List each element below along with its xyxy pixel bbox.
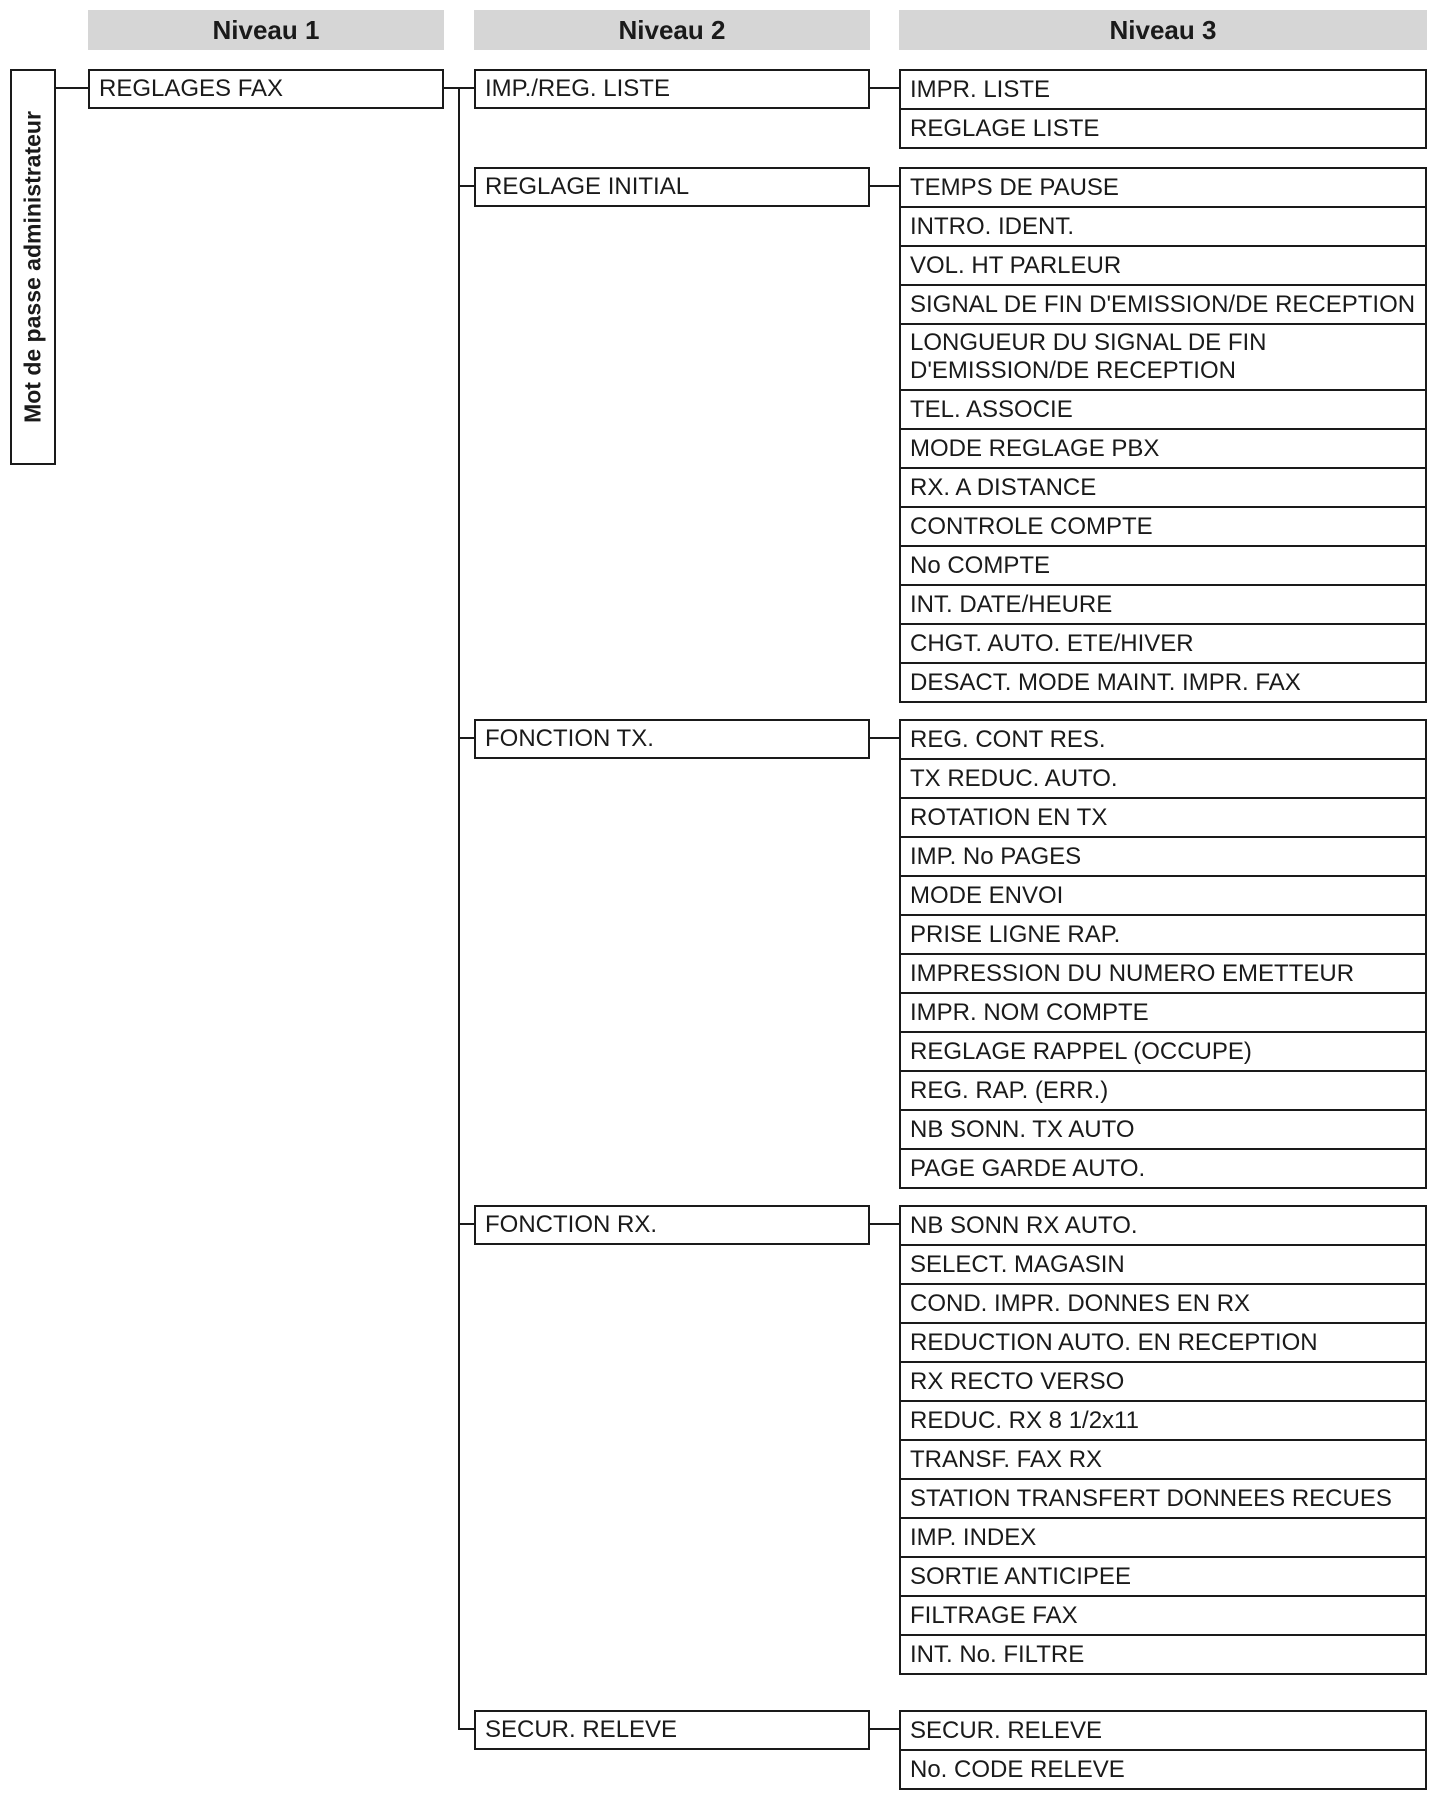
level3-group-secur-releve xyxy=(899,1710,1427,1790)
level3-item-rx-recto-verso[interactable]: RX RECTO VERSO xyxy=(901,1361,1425,1400)
level3-item-transf-fax-rx[interactable]: TRANSF. FAX RX xyxy=(901,1439,1425,1478)
level3-item-reduc-rx-8-1-2x11[interactable]: REDUC. RX 8 1/2x11 xyxy=(901,1400,1425,1439)
admin-password-label xyxy=(10,69,56,465)
level2-item-fonction-rx[interactable]: FONCTION RX. xyxy=(474,1205,870,1245)
level3-item-nb-sonn-rx-auto[interactable]: NB SONN RX AUTO. xyxy=(910,1211,1138,1239)
level3-item-reglage-rappel-occupe[interactable]: REGLAGE RAPPEL (OCCUPE) xyxy=(901,1031,1425,1070)
connector-trunk-to-level2 xyxy=(458,87,474,89)
level3-item-int-date-heure[interactable]: INT. DATE/HEURE xyxy=(901,584,1425,623)
level3-item-mode-envoi[interactable]: MODE ENVOI xyxy=(901,875,1425,914)
level3-item-mode-reglage-pbx[interactable]: MODE REGLAGE PBX xyxy=(901,428,1425,467)
header-level-1: Niveau 1 xyxy=(88,10,444,50)
connector-level2-to-level3 xyxy=(870,1728,899,1730)
level3-item-reg-rap-err[interactable]: REG. RAP. (ERR.) xyxy=(901,1070,1425,1109)
level3-item-intro-ident[interactable]: INTRO. IDENT. xyxy=(901,206,1425,245)
level3-item-impr-nom-compte[interactable]: IMPR. NOM COMPTE xyxy=(901,992,1425,1031)
level3-item-longueur-du-signal-de-fin-d-emission-de-reception[interactable]: LONGUEUR DU SIGNAL DE FIN D'EMISSION/DE RECEPTION xyxy=(901,323,1425,389)
level3-item-filtrage-fax[interactable]: FILTRAGE FAX xyxy=(901,1595,1425,1634)
level3-item-station-transfert-donnees-recues[interactable]: STATION TRANSFERT DONNEES RECUES xyxy=(901,1478,1425,1517)
connector-level2-to-level3 xyxy=(870,185,899,187)
level3-item-no-code-releve[interactable]: No. CODE RELEVE xyxy=(901,1749,1425,1788)
level1-item-reglages-fax[interactable]: REGLAGES FAX xyxy=(88,69,444,109)
header-level-2: Niveau 2 xyxy=(474,10,870,50)
level3-item-temps-de-pause[interactable]: TEMPS DE PAUSE xyxy=(910,173,1119,201)
level3-item-tx-reduc-auto[interactable]: TX REDUC. AUTO. xyxy=(901,758,1425,797)
level3-item-signal-de-fin-d-emission-de-reception[interactable]: SIGNAL DE FIN D'EMISSION/DE RECEPTION xyxy=(901,284,1425,323)
connector-trunk-to-level2 xyxy=(458,1728,474,1730)
level2-trunk-line xyxy=(458,87,460,1729)
level3-item-cond-impr-donnes-en-rx[interactable]: COND. IMPR. DONNES EN RX xyxy=(901,1283,1425,1322)
connector-level2-to-level3 xyxy=(870,87,899,89)
level2-item-fonction-tx[interactable]: FONCTION TX. xyxy=(474,719,870,759)
level3-item-rx-a-distance[interactable]: RX. A DISTANCE xyxy=(901,467,1425,506)
admin-password-text: Mot de passe administrateur xyxy=(19,111,46,423)
level3-item-prise-ligne-rap[interactable]: PRISE LIGNE RAP. xyxy=(901,914,1425,953)
level3-item-rotation-en-tx[interactable]: ROTATION EN TX xyxy=(901,797,1425,836)
connector-trunk-to-level2 xyxy=(458,185,474,187)
level3-item-reglage-liste[interactable]: REGLAGE LISTE xyxy=(901,108,1425,147)
level3-item-imp-no-pages[interactable]: IMP. No PAGES xyxy=(901,836,1425,875)
level3-item-nb-sonn-tx-auto[interactable]: NB SONN. TX AUTO xyxy=(901,1109,1425,1148)
level3-item-impression-du-numero-emetteur[interactable]: IMPRESSION DU NUMERO EMETTEUR xyxy=(901,953,1425,992)
level3-item-tel-associe[interactable]: TEL. ASSOCIE xyxy=(901,389,1425,428)
connector-level2-to-level3 xyxy=(870,737,899,739)
level2-item-secur-releve[interactable]: SECUR. RELEVE xyxy=(474,1710,870,1750)
level3-item-select-magasin[interactable]: SELECT. MAGASIN xyxy=(901,1244,1425,1283)
level3-item-no-compte[interactable]: No COMPTE xyxy=(901,545,1425,584)
level3-group-reglage-initial xyxy=(899,167,1427,703)
level3-item-chgt-auto-ete-hiver[interactable]: CHGT. AUTO. ETE/HIVER xyxy=(901,623,1425,662)
level3-item-reg-cont-res[interactable]: REG. CONT RES. xyxy=(910,725,1106,753)
level3-item-desact-mode-maint-impr-fax[interactable]: DESACT. MODE MAINT. IMPR. FAX xyxy=(901,662,1425,701)
connector-side-to-level1 xyxy=(56,87,88,89)
level3-item-reduction-auto-en-reception[interactable]: REDUCTION AUTO. EN RECEPTION xyxy=(901,1322,1425,1361)
level3-item-secur-releve[interactable]: SECUR. RELEVE xyxy=(910,1716,1103,1744)
level3-item-int-no-filtre[interactable]: INT. No. FILTRE xyxy=(901,1634,1425,1673)
level3-group-fonction-tx xyxy=(899,719,1427,1189)
level3-item-sortie-anticipee[interactable]: SORTIE ANTICIPEE xyxy=(901,1556,1425,1595)
level3-item-imp-index[interactable]: IMP. INDEX xyxy=(901,1517,1425,1556)
connector-trunk-to-level2 xyxy=(458,737,474,739)
level2-item-imp-reg-liste[interactable]: IMP./REG. LISTE xyxy=(474,69,870,109)
level3-group-fonction-rx xyxy=(899,1205,1427,1675)
level2-item-reglage-initial[interactable]: REGLAGE INITIAL xyxy=(474,167,870,207)
level3-item-page-garde-auto[interactable]: PAGE GARDE AUTO. xyxy=(901,1148,1425,1187)
level3-item-impr-liste[interactable]: IMPR. LISTE xyxy=(910,75,1051,103)
level3-group-imp-reg-liste xyxy=(899,69,1427,149)
connector-level2-to-level3 xyxy=(870,1223,899,1225)
header-level-3: Niveau 3 xyxy=(899,10,1427,50)
level3-item-controle-compte[interactable]: CONTROLE COMPTE xyxy=(901,506,1425,545)
level3-item-vol-ht-parleur[interactable]: VOL. HT PARLEUR xyxy=(901,245,1425,284)
connector-trunk-to-level2 xyxy=(458,1223,474,1225)
